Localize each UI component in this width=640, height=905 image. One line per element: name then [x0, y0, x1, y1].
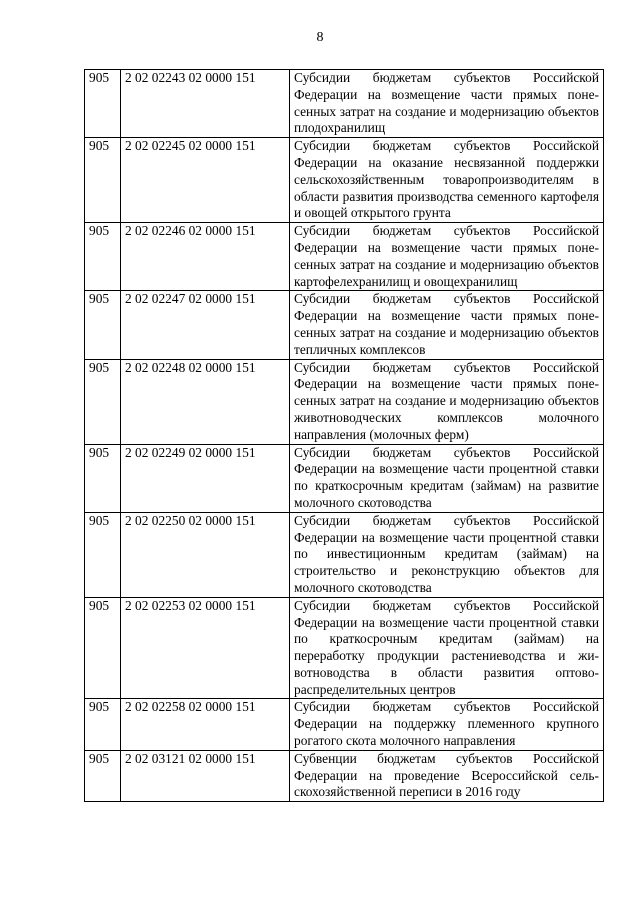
budget-code-cell: 2 02 02248 02 0000 151: [121, 359, 290, 444]
budget-code-cell: 2 02 03121 02 0000 151: [121, 750, 290, 801]
table-row: [85, 512, 604, 597]
table-body: [85, 70, 604, 802]
admin-code-cell: 905: [85, 444, 121, 512]
table-row: [85, 223, 604, 291]
description-cell: Субсидии бюджетам субъектов Российской Федерации на оказание несвязанной поддержки сельскохозяйственным товаропроизводителям в области развития производства семенного картофеля и овощей открытого грунта: [290, 138, 604, 223]
admin-code-cell: 905: [85, 291, 121, 359]
budget-code-cell: 2 02 02250 02 0000 151: [121, 512, 290, 597]
table-row: [85, 138, 604, 223]
description-cell: Субвенции бюджетам субъектов Российской Федерации на проведение Всероссийской сельскохозяйственной переписи в 2016 году: [290, 750, 604, 801]
table-row: [85, 70, 604, 138]
description-cell: Субсидии бюджетам субъектов Российской Федерации на возмещение части прямых понесенных затрат на создание и модернизацию объектов картофелехранилищ и овощехранилищ: [290, 223, 604, 291]
table-row: [85, 750, 604, 801]
page-number: 8: [316, 30, 324, 45]
table-row: [85, 699, 604, 750]
description-cell: Субсидии бюджетам субъектов Российской Федерации на возмещение части прямых понесенных затрат на создание и модернизацию объектов животноводческих комплексов молочного направления (молочных ферм): [290, 359, 604, 444]
admin-code-cell: 905: [85, 597, 121, 699]
admin-code-cell: 905: [85, 699, 121, 750]
budget-code-cell: 2 02 02249 02 0000 151: [121, 444, 290, 512]
budget-code-cell: 2 02 02245 02 0000 151: [121, 138, 290, 223]
description-cell: Субсидии бюджетам субъектов Российской Федерации на возмещение части прямых понесенных затрат на создание и модернизацию объектов плодохранилищ: [290, 70, 604, 138]
admin-code-cell: 905: [85, 359, 121, 444]
table-row: [85, 359, 604, 444]
description-cell: Субсидии бюджетам субъектов Российской Федерации на поддержку племенного крупного рогатого скота молочного направления: [290, 699, 604, 750]
admin-code-cell: 905: [85, 512, 121, 597]
description-cell: Субсидии бюджетам субъектов Российской Федерации на возмещение части процентной ставки по краткосрочным кредитам (займам) на развитие молочного скотоводства: [290, 444, 604, 512]
budget-code-cell: 2 02 02246 02 0000 151: [121, 223, 290, 291]
table-row: [85, 291, 604, 359]
admin-code-cell: 905: [85, 223, 121, 291]
budget-code-cell: 2 02 02258 02 0000 151: [121, 699, 290, 750]
description-cell: Субсидии бюджетам субъектов Российской Федерации на возмещение части процентной ставки по инвестиционным кредитам (займам) на строительство и реконструкцию объектов для молочного скотоводства: [290, 512, 604, 597]
table-row: [85, 444, 604, 512]
admin-code-cell: 905: [85, 70, 121, 138]
description-cell: Субсидии бюджетам субъектов Российской Федерации на возмещение части прямых понесенных затрат на создание и модернизацию объектов тепличных комплексов: [290, 291, 604, 359]
admin-code-cell: 905: [85, 138, 121, 223]
admin-code-cell: 905: [85, 750, 121, 801]
budget-code-cell: 2 02 02247 02 0000 151: [121, 291, 290, 359]
budget-code-cell: 2 02 02253 02 0000 151: [121, 597, 290, 699]
table-row: [85, 597, 604, 699]
budget-code-cell: 2 02 02243 02 0000 151: [121, 70, 290, 138]
description-cell: Субсидии бюджетам субъектов Российской Федерации на возмещение части процентной ставки по краткосрочным кредитам (займам) на переработку продукции растениеводства и животноводства в области развития оптово-распределительных центров: [290, 597, 604, 699]
budget-classification-table: [84, 69, 604, 802]
